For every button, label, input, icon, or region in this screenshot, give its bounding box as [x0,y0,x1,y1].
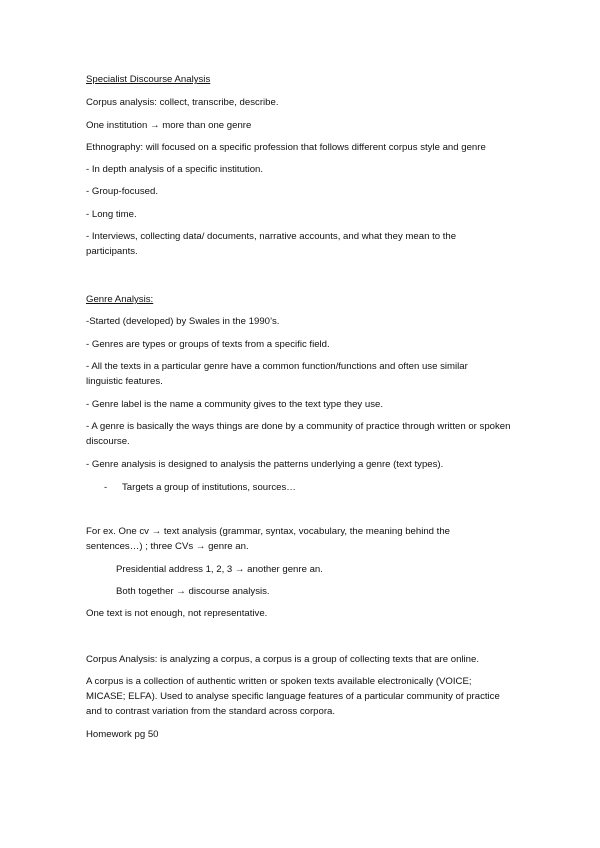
text-line: - Genre analysis is designed to analysis the patterns underlying a genre (text types). [86,459,444,470]
bullet-item: Targets a group of institutions, sources… [122,482,296,493]
text-paragraph: For ex. One cv → text analysis (grammar, syntax, vocabulary, the meaning behind the sentences…) ; three CVs → genre an. [86,526,451,552]
text-line: Corpus analysis: collect, transcribe, describe. [86,97,279,108]
text-line: - In depth analysis of a specific institution. [86,164,264,175]
text-line-indented: Presidential address 1, 2, 3 → another genre an. [116,564,323,575]
text-line: One text is not enough, not representative. [86,608,268,619]
section-heading-specialist-discourse: Specialist Discourse Analysis [86,74,211,85]
text-line: Corpus Analysis: is analyzing a corpus, a corpus is a group of collecting texts that are online. [86,654,480,665]
text-paragraph: - Interviews, collecting data/ documents, narrative accounts, and what they mean to the participants. [86,231,457,257]
text-line: Ethnography: will focused on a specific profession that follows different corpus style and genre [86,142,486,153]
section-heading-genre-analysis: Genre Analysis: [86,294,154,305]
text-paragraph: - All the texts in a particular genre have a common function/functions and often use similar linguistic features. [86,361,468,387]
text-line: -Started (developed) by Swales in the 1990’s. [86,316,280,327]
text-line: - Genre label is the name a community gives to the text type they use. [86,399,384,410]
text-line-indented: Both together → discourse analysis. [116,586,270,597]
text-paragraph: - A genre is basically the ways things are done by a community of practice through written or spoken discourse. [86,421,511,447]
text-line: Homework pg 50 [86,729,159,740]
text-line: - Long time. [86,209,137,220]
text-line: One institution → more than one genre [86,120,252,131]
text-paragraph: A corpus is a collection of authentic written or spoken texts available electronically (VOICE; MICASE; ELFA). Used to analyse specific language features of a particular community of practice and to contrast variation from the standard across corpora. [86,676,500,717]
text-line: - Group-focused. [86,186,158,197]
bullet-dash: - [104,482,108,493]
text-line: - Genres are types or groups of texts from a specific field. [86,339,330,350]
